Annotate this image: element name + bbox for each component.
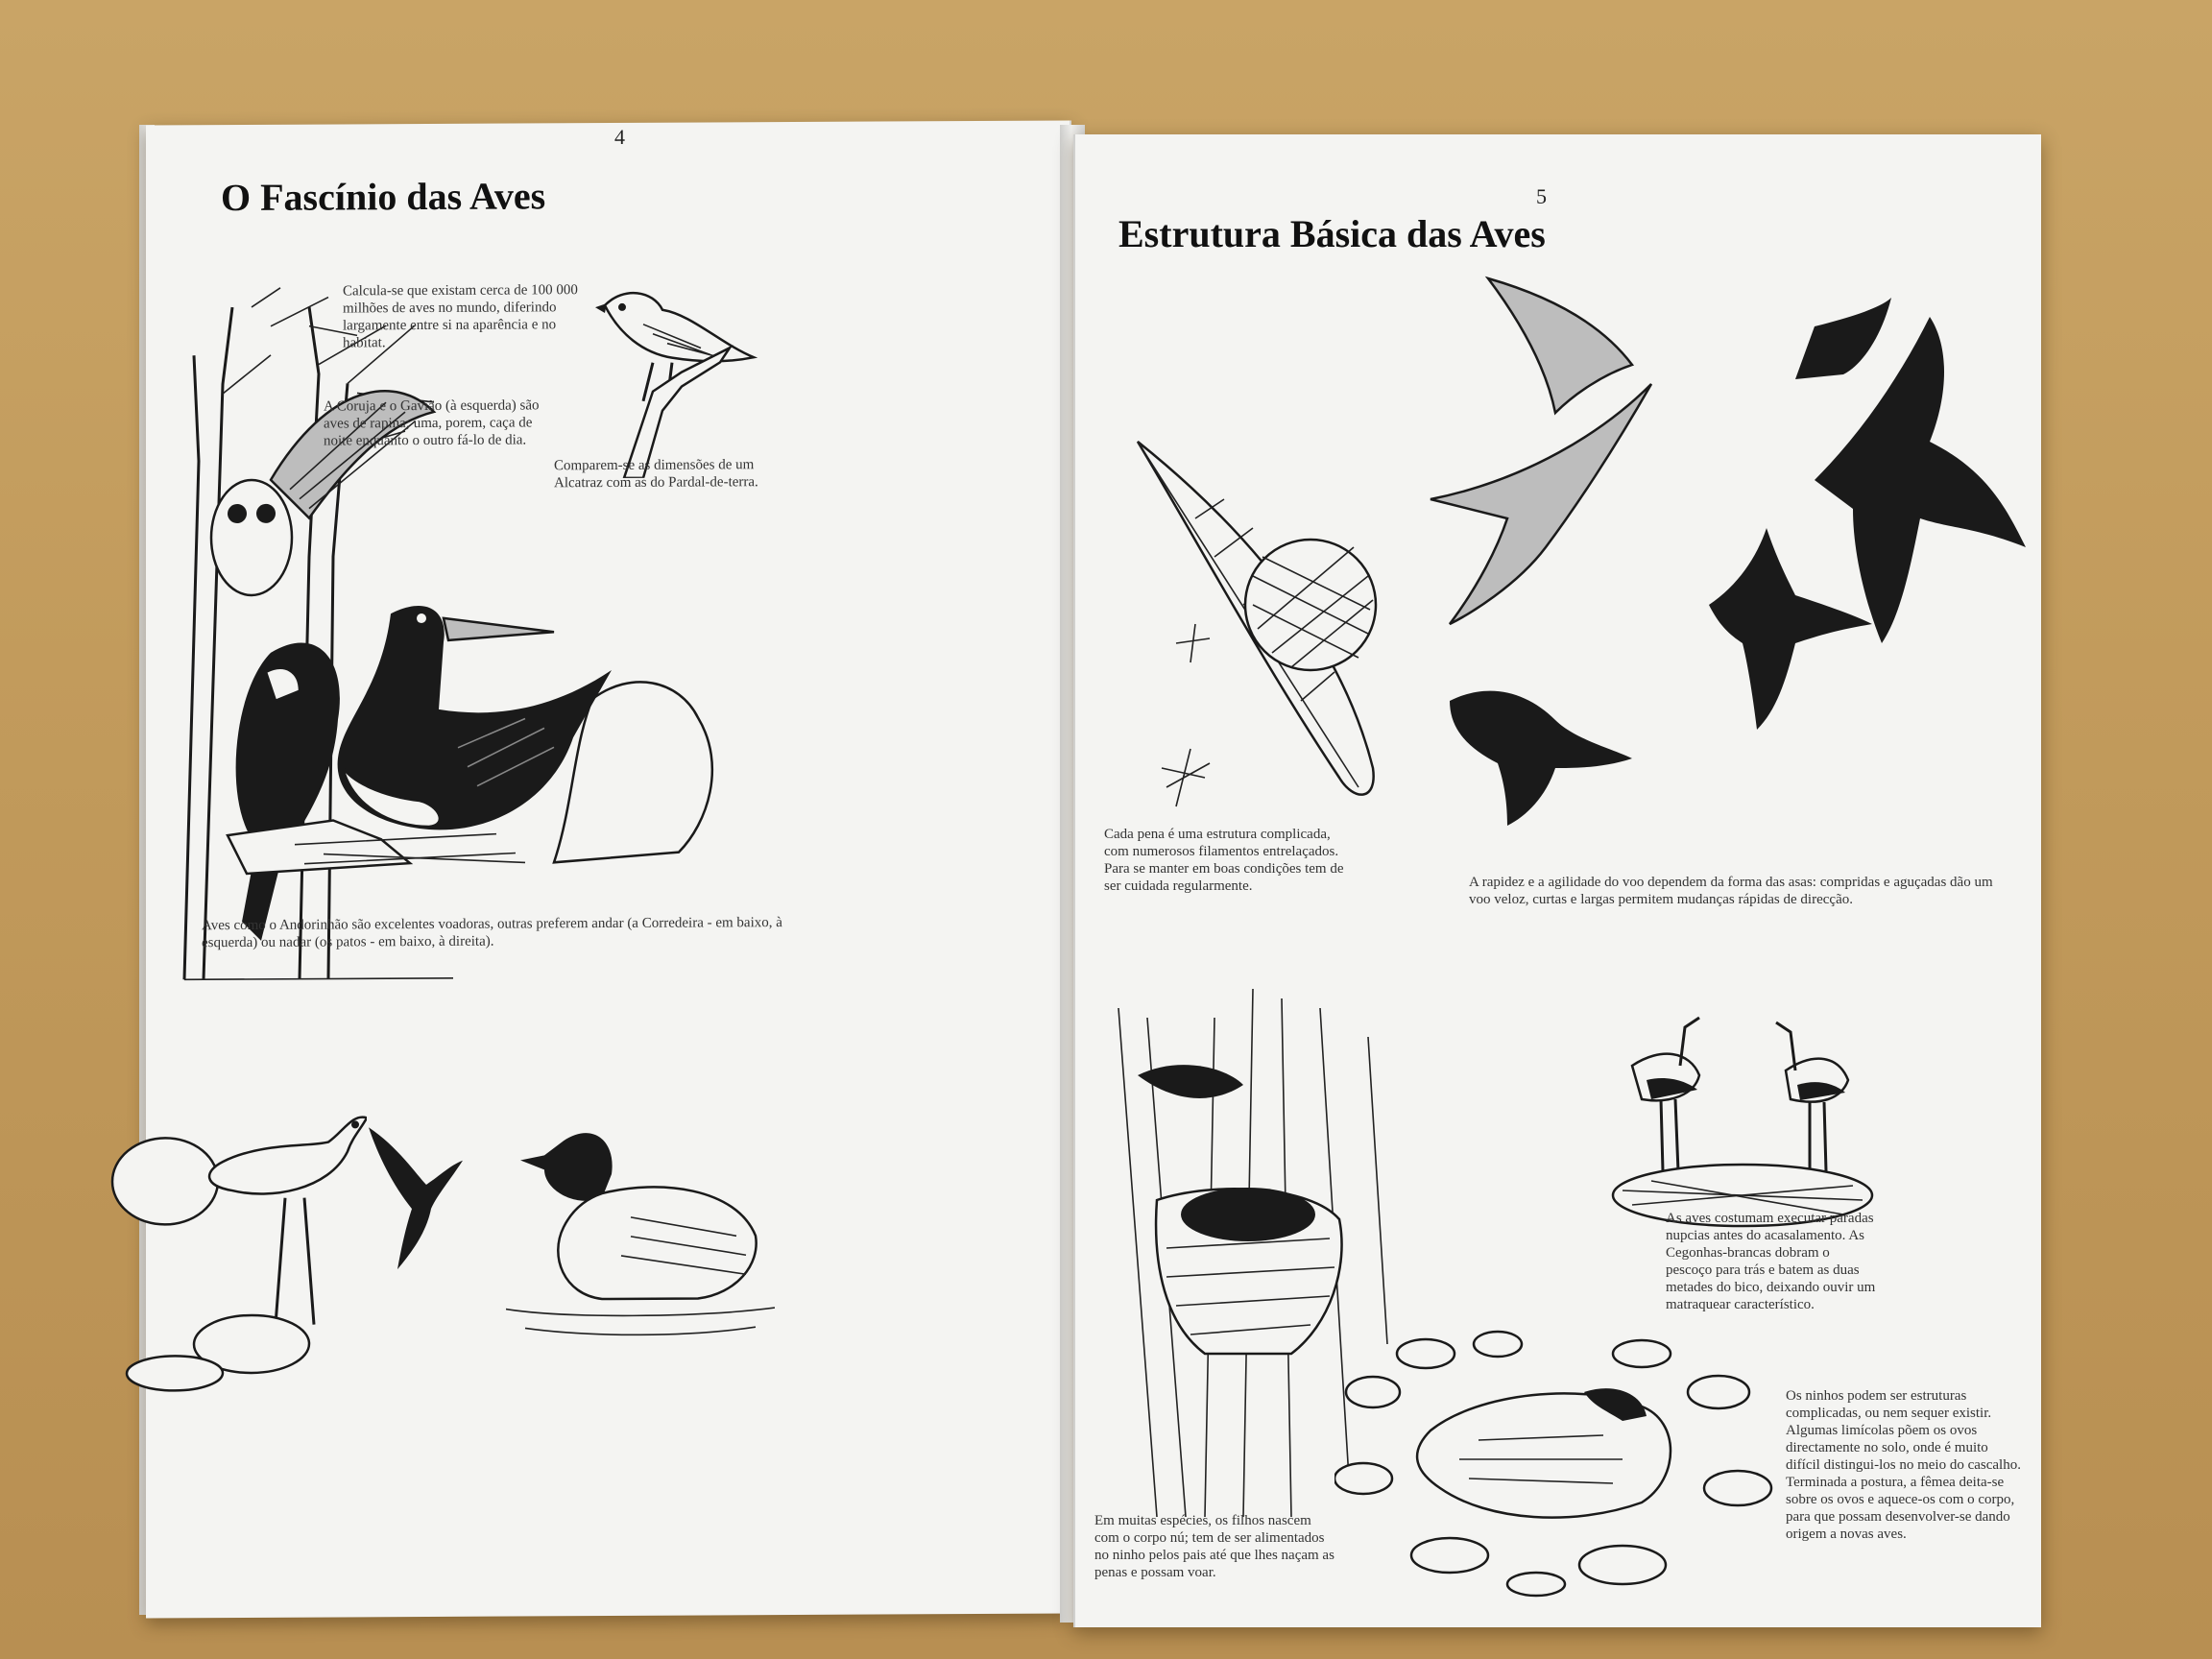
right-page: [1073, 134, 2041, 1627]
caption-feather: Cada pena é uma estrutura complicada, com numerosos filamentos entrelaçados. Para se manter em boas condições tem de ser cuidada regularmente.: [1104, 827, 1344, 894]
feather-illustration: [1118, 422, 1435, 826]
caption-population: Calcula-se que existam cerca de 100 000 milhões de aves no mundo, diferindo largamente entre si na aparência e no habitat.: [343, 282, 578, 351]
right-page-title: Estrutura Básica das Aves: [1118, 212, 1546, 255]
gannet-illustration: [208, 573, 784, 883]
sparrow-illustration: [586, 266, 778, 478]
caption-sizes: Comparem-se as dimensões de um Alcatraz com as do Pardal-de-terra.: [554, 457, 758, 492]
caption-flight: A rapidez e a agilidade do voo dependem da forma das asas: compridas e aguçadas dão um voo veloz, curtas e largas permitem mudanças rápidas de direcção.: [1469, 875, 1993, 907]
white-storks-illustration: [1594, 979, 1882, 1229]
swift-illustration: [359, 1118, 465, 1272]
page-number-left: 4: [614, 124, 625, 149]
caption-chicks: Em muitas espécies, os filhos nascem com o corpo nú; tem de ser alimentados no ninho pelos pais até que lhes naçam as penas e possam voar.: [1094, 1513, 1334, 1580]
caption-raptors: A Coruja e o Gavião (à esquerda) são aves de rapina; uma, porem, caça de noite enquanto o outro fá-lo de dia.: [324, 397, 540, 449]
flight-silhouettes-illustration: [1411, 259, 2026, 835]
caption-nests: Os ninhos podem ser estruturas complicadas, ou nem sequer existir. Algumas limícolas põem os ovos directamente no solo, onde é muito difícil distingui-los no meio do cascalho. Terminada a postura, a fêmea deita-se sobre os ovos e aquece-os com o corpo, para que possam desenvolver-se dando origem a novas aves.: [1786, 1388, 2021, 1542]
caption-courtship: As aves costumam executar paradas nupcias antes do acasalamento. As Cegonhas-brancas dobram o pescoço para trás e batem as duas metades do bico, deixando ouvir um matraquear característico.: [1666, 1211, 1876, 1312]
left-page: [146, 120, 1071, 1618]
mallard-duck-illustration: [506, 1101, 775, 1352]
caption-movement: Aves como o Andorinhão são excelentes voadoras, outras preferem andar (a Corredeira - em baixo, à esquerda) ou nadar (os patos - em baixo, à direita).: [202, 915, 782, 951]
stone-curlew-illustration: [108, 1084, 367, 1392]
left-page-title: O Fascínio das Aves: [221, 174, 546, 220]
page-number-right: 5: [1536, 184, 1547, 208]
ground-nesting-plover-illustration: [1334, 1315, 1776, 1603]
